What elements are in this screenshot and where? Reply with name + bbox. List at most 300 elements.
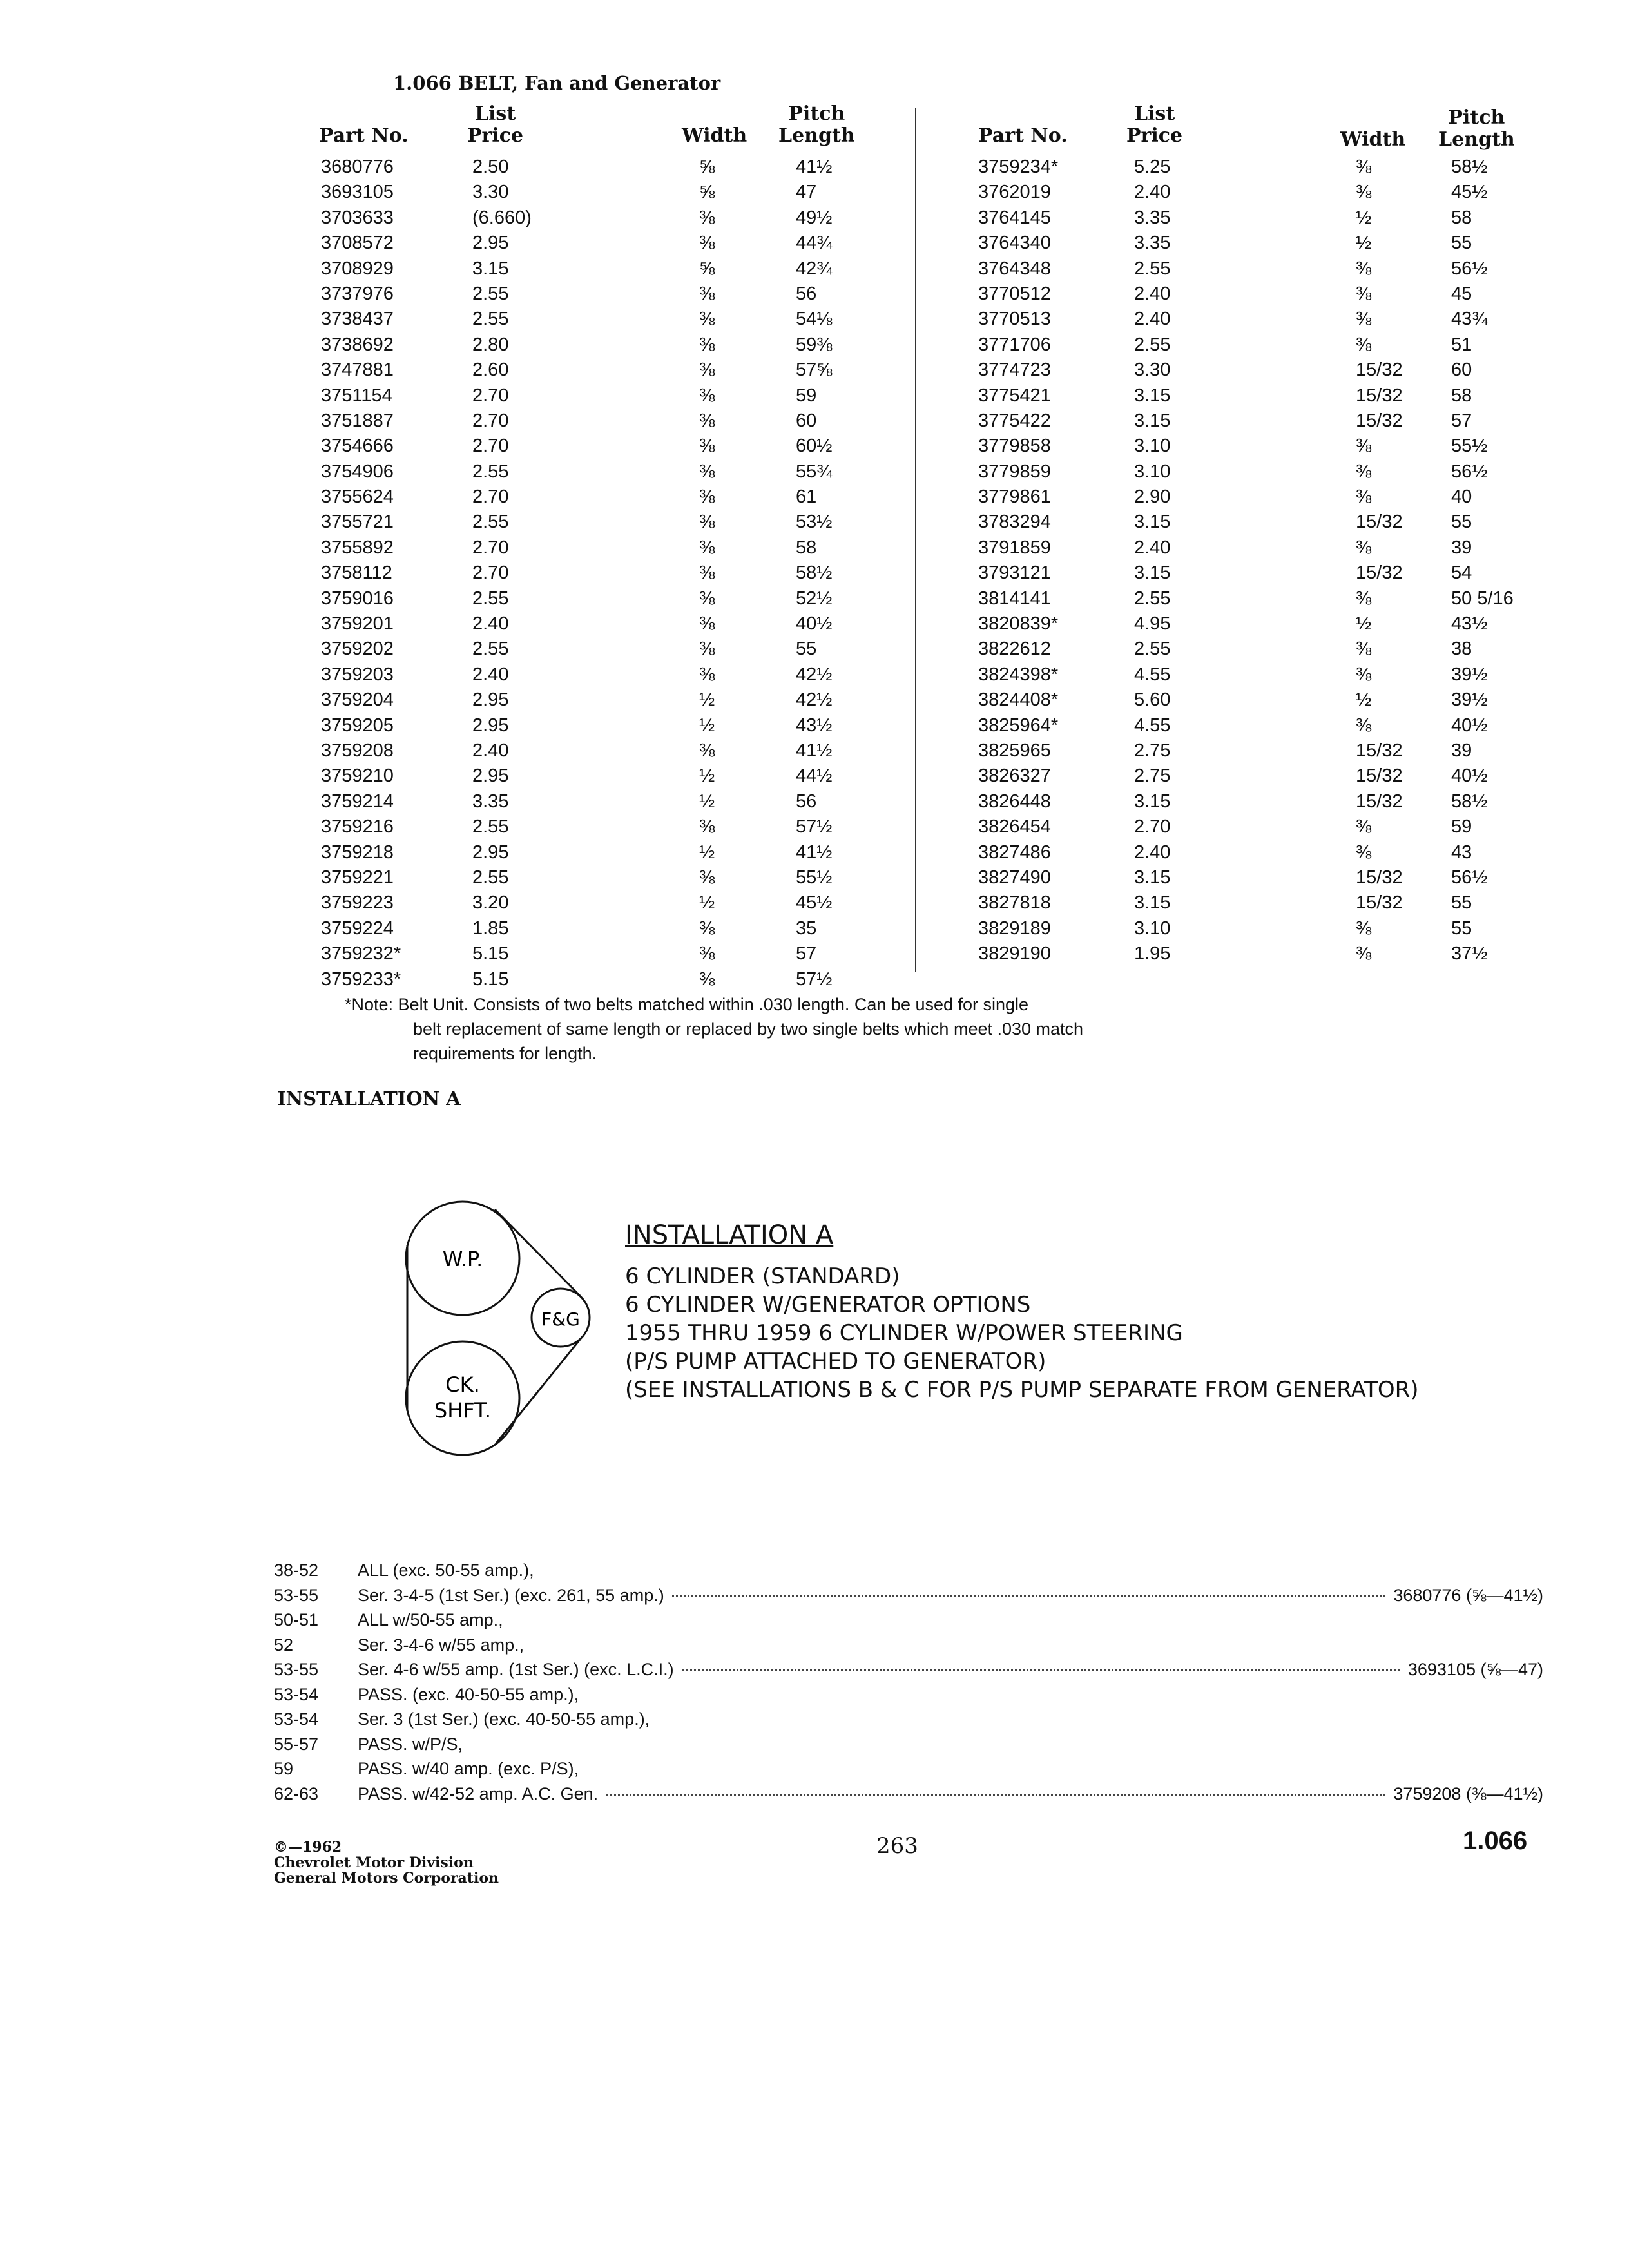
part-number-cell: 3708572	[321, 233, 394, 254]
application-row	[274, 1782, 1543, 1807]
list-price-cell: 2.70	[1134, 816, 1171, 838]
installation-line: (SEE INSTALLATIONS B & C FOR P/S PUMP SEPARATE FROM GENERATOR)	[625, 1377, 1419, 1403]
list-price-cell: 4.55	[1134, 715, 1171, 736]
pitch-length-cell: 52½	[796, 588, 833, 609]
list-price-cell: 2.70	[472, 562, 509, 584]
part-number-cell: 3771706	[978, 334, 1051, 355]
part-number-cell: 3693105	[321, 182, 394, 203]
part-number-cell: 3779858	[978, 436, 1051, 457]
width-cell: ⅝	[699, 258, 715, 279]
installation-title: INSTALLATION A	[625, 1220, 834, 1250]
list-price-cell: 3.15	[1134, 867, 1171, 888]
right-part-column	[978, 155, 1058, 967]
part-number-cell: 3826327	[978, 765, 1051, 787]
pitch-length-cell: 55	[1451, 892, 1472, 914]
belt-unit-note	[345, 992, 1260, 1066]
width-cell: ½	[699, 791, 715, 812]
installation-heading: INSTALLATION A	[277, 1088, 461, 1110]
part-number-cell: 3775421	[978, 385, 1051, 406]
list-price-cell: 2.55	[1134, 334, 1171, 355]
pitch-length-cell: 55	[1451, 512, 1472, 533]
right-pitch-column	[1451, 155, 1514, 967]
installation-line: 1955 THRU 1959 6 CYLINDER W/POWER STEERING	[625, 1320, 1183, 1346]
width-cell: ⅜	[699, 309, 715, 330]
pitch-length-cell: 41½	[796, 841, 833, 863]
part-number-cell: 3737976	[321, 283, 394, 304]
part-number-cell: 3755721	[321, 512, 394, 533]
list-price-cell: 2.70	[472, 486, 509, 508]
part-number-cell: 3755892	[321, 537, 394, 558]
pitch-length-cell: 40½	[1451, 765, 1488, 787]
application-row	[274, 1682, 1543, 1707]
header-pitch-length-right	[1438, 107, 1515, 151]
list-price-cell: 2.40	[1134, 309, 1171, 330]
installation-line: 6 CYLINDER W/GENERATOR OPTIONS	[625, 1292, 1031, 1318]
right-width-column	[1356, 155, 1403, 967]
part-number-cell: 3738692	[321, 334, 394, 355]
list-price-cell: 2.95	[472, 841, 509, 863]
pitch-length-cell: 40½	[796, 613, 833, 635]
application-part-number: 3759208 (⅜—41½)	[1393, 1783, 1543, 1803]
header-price-label: Price	[1126, 124, 1183, 147]
width-cell: ⅜	[1356, 461, 1372, 482]
list-price-cell: 2.40	[1134, 537, 1171, 558]
pitch-length-cell: 39½	[1451, 664, 1488, 685]
width-cell: ⅜	[1356, 309, 1372, 330]
pitch-length-cell: 57½	[796, 968, 833, 990]
list-price-cell: 2.55	[472, 309, 509, 330]
list-price-cell: 2.40	[1134, 841, 1171, 863]
application-years: 55-57	[274, 1734, 319, 1754]
width-cell: ⅜	[699, 639, 715, 660]
list-price-cell: 3.15	[1134, 892, 1171, 914]
part-number-cell: 3708929	[321, 258, 394, 279]
application-row	[274, 1657, 1543, 1682]
part-number-cell: 3759232*	[321, 943, 401, 965]
pitch-length-cell: 43½	[1451, 613, 1488, 635]
part-number-cell: 3680776	[321, 157, 394, 177]
list-price-cell: 2.50	[472, 157, 509, 177]
pitch-length-cell: 42½	[796, 664, 833, 685]
list-price-cell: 2.95	[472, 689, 509, 711]
application-description: Ser. 3 (1st Ser.) (exc. 40-50-55 amp.),	[358, 1709, 650, 1729]
list-price-cell: 3.15	[1134, 562, 1171, 584]
pitch-length-cell: 42½	[796, 689, 833, 711]
width-cell: ⅜	[699, 283, 715, 304]
application-row	[274, 1756, 1543, 1782]
width-cell: ⅜	[699, 360, 715, 381]
list-price-cell: 2.95	[472, 233, 509, 254]
note-line: belt replacement of same length or replaced by two single belts which meet .030 match	[413, 1019, 1084, 1039]
width-cell: ⅜	[1356, 182, 1372, 203]
column-divider	[915, 108, 916, 972]
width-cell: ⅜	[699, 588, 715, 609]
part-number-cell: 3826448	[978, 791, 1051, 812]
application-part-number: 3680776 (⅝—41½)	[1393, 1585, 1543, 1605]
list-price-cell: 3.30	[472, 182, 509, 203]
pitch-length-cell: 59⅜	[796, 334, 833, 355]
pitch-length-cell: 58	[1451, 207, 1472, 228]
list-price-cell: 5.25	[1134, 157, 1171, 177]
part-number-cell: 3759216	[321, 816, 394, 838]
part-number-cell: 3738437	[321, 309, 394, 330]
width-cell: ⅜	[699, 233, 715, 254]
header-width-right: Width	[1340, 128, 1406, 151]
list-price-cell: 2.40	[1134, 182, 1171, 203]
installation-line: 6 CYLINDER (STANDARD)	[625, 1264, 900, 1289]
pulley-label-fg: F&G	[541, 1309, 580, 1330]
width-cell: ½	[699, 689, 715, 711]
list-price-cell: 1.85	[472, 918, 509, 939]
part-number-cell: 3759223	[321, 892, 394, 914]
width-cell: 15/32	[1356, 791, 1403, 812]
header-list-price-right	[1126, 103, 1182, 147]
application-description: PASS. (exc. 40-50-55 amp.),	[358, 1684, 579, 1704]
application-description: PASS. w/40 amp. (exc. P/S),	[358, 1759, 579, 1778]
application-years: 59	[274, 1759, 294, 1778]
application-years: 53-55	[274, 1585, 319, 1605]
part-number-cell: 3764340	[978, 233, 1051, 254]
application-years: 53-54	[274, 1684, 319, 1704]
width-cell: ⅝	[699, 157, 715, 177]
width-cell: ⅜	[1356, 537, 1372, 558]
pitch-length-cell: 55½	[796, 867, 833, 888]
header-list-price	[467, 103, 523, 147]
part-number-cell: 3764348	[978, 258, 1051, 279]
pulley-label-ck: CK.	[445, 1372, 480, 1397]
pitch-length-cell: 60	[796, 410, 817, 431]
list-price-cell: 3.35	[1134, 207, 1171, 228]
dot-leader	[672, 1595, 1386, 1597]
pitch-length-cell: 57⅝	[796, 360, 833, 381]
belt-lower-right	[496, 1340, 580, 1443]
width-cell: 15/32	[1356, 410, 1403, 431]
width-cell: 15/32	[1356, 892, 1403, 914]
section-number: 1.066	[1463, 1827, 1528, 1855]
width-cell: ⅜	[1356, 664, 1372, 685]
part-number-cell: 3824408*	[978, 689, 1059, 711]
header-width: Width	[682, 124, 747, 147]
header-price-label: Price	[467, 124, 524, 147]
part-number-cell: 3825965	[978, 740, 1051, 761]
part-number-cell: 3759016	[321, 588, 394, 609]
header-pitch-label: Pitch	[788, 102, 845, 125]
part-number-cell: 3814141	[978, 588, 1051, 609]
pitch-length-cell: 58½	[1451, 791, 1488, 812]
part-number-cell: 3770512	[978, 283, 1051, 304]
pitch-length-cell: 55¾	[796, 461, 833, 482]
width-cell: ⅜	[699, 613, 715, 635]
part-number-cell: 3759205	[321, 715, 394, 736]
part-number-cell: 3755624	[321, 486, 394, 508]
part-number-cell: 3759214	[321, 791, 394, 812]
part-number-cell: 3751154	[321, 385, 392, 406]
pitch-length-cell: 58½	[1451, 157, 1488, 177]
pitch-length-cell: 59	[796, 385, 817, 406]
application-description: ALL w/50-55 amp.,	[358, 1610, 503, 1629]
pitch-length-cell: 54⅛	[796, 309, 833, 330]
application-years: 50-51	[274, 1610, 319, 1629]
list-price-cell: 2.70	[472, 410, 509, 431]
pitch-length-cell: 57½	[796, 816, 833, 838]
pitch-length-cell: 60	[1451, 360, 1472, 381]
dot-leader	[606, 1794, 1385, 1796]
application-years: 53-54	[274, 1709, 319, 1729]
part-number-cell: 3779859	[978, 461, 1051, 482]
part-number-cell: 3822612	[978, 639, 1051, 660]
pulley-label-wp: W.P.	[442, 1247, 483, 1271]
application-description: ALL (exc. 50-55 amp.),	[358, 1561, 534, 1580]
division-name: Chevrolet Motor Division	[274, 1854, 474, 1871]
width-cell: ⅜	[699, 207, 715, 228]
belt-upper-right	[495, 1209, 580, 1296]
pitch-length-cell: 56½	[1451, 258, 1488, 279]
width-cell: ⅜	[1356, 816, 1372, 838]
list-price-cell: 5.15	[472, 943, 509, 965]
list-price-cell: 2.75	[1134, 740, 1171, 761]
list-price-cell: 2.55	[472, 588, 509, 609]
part-number-cell: 3791859	[978, 537, 1051, 558]
pitch-length-cell: 53½	[796, 512, 833, 533]
pitch-length-cell: 41½	[796, 157, 833, 177]
corporation-name: General Motors Corporation	[274, 1870, 499, 1887]
width-cell: 15/32	[1356, 385, 1403, 406]
part-number-cell: 3826454	[978, 816, 1051, 838]
list-price-cell: 2.40	[472, 664, 509, 685]
part-number-cell: 3759208	[321, 740, 394, 761]
width-cell: 15/32	[1356, 562, 1403, 584]
header-length-label: Length	[1438, 128, 1515, 151]
installation-description	[625, 1221, 1419, 1404]
header-pitch-length	[778, 103, 855, 147]
header-list-label: List	[474, 102, 516, 125]
list-price-cell: 4.55	[1134, 664, 1171, 685]
width-cell: ½	[1356, 689, 1372, 711]
application-years: 62-63	[274, 1783, 319, 1803]
dot-leader	[682, 1669, 1400, 1671]
part-number-cell: 3751887	[321, 410, 394, 431]
pitch-length-cell: 35	[796, 918, 817, 939]
page-number: 263	[876, 1833, 918, 1859]
width-cell: ⅜	[699, 867, 715, 888]
part-number-cell: 3764145	[978, 207, 1051, 228]
list-price-cell: 2.55	[472, 512, 509, 533]
section-title: 1.066 BELT, Fan and Generator	[393, 72, 721, 94]
list-price-cell: 5.15	[472, 968, 509, 990]
note-line: requirements for length.	[413, 1044, 597, 1063]
pitch-length-cell: 39	[1451, 740, 1472, 761]
right-price-column	[1134, 155, 1170, 967]
width-cell: ½	[1356, 207, 1372, 228]
application-row	[274, 1558, 1543, 1583]
width-cell: ⅜	[1356, 486, 1372, 508]
width-cell: ⅜	[699, 410, 715, 431]
width-cell: ⅜	[1356, 334, 1372, 355]
pitch-length-cell: 43½	[796, 715, 833, 736]
width-cell: ⅜	[1356, 283, 1372, 304]
width-cell: 15/32	[1356, 867, 1403, 888]
pitch-length-cell: 59	[1451, 816, 1472, 838]
pitch-length-cell: 54	[1451, 562, 1472, 584]
application-description: Ser. 3-4-5 (1st Ser.) (exc. 261, 55 amp.)	[358, 1585, 664, 1605]
pitch-length-cell: 41½	[796, 740, 833, 761]
part-number-cell: 3827486	[978, 841, 1051, 863]
part-number-cell: 3747881	[321, 360, 394, 381]
width-cell: ⅜	[1356, 436, 1372, 457]
header-part-no: Part No.	[319, 124, 409, 147]
list-price-cell: 3.10	[1134, 918, 1171, 939]
left-part-column	[321, 155, 401, 992]
list-price-cell: 3.15	[1134, 512, 1171, 533]
width-cell: ½	[699, 715, 715, 736]
pitch-length-cell: 39	[1451, 537, 1472, 558]
list-price-cell: 4.95	[1134, 613, 1171, 635]
list-price-cell: 2.70	[472, 436, 509, 457]
list-price-cell: 2.55	[1134, 588, 1171, 609]
width-cell: ⅜	[699, 562, 715, 584]
list-price-cell: 3.15	[1134, 791, 1171, 812]
pitch-length-cell: 42¾	[796, 258, 833, 279]
pitch-length-cell: 61	[796, 486, 817, 508]
list-price-cell: 2.55	[1134, 258, 1171, 279]
pitch-length-cell: 45½	[1451, 182, 1488, 203]
pitch-length-cell: 44½	[796, 765, 833, 787]
part-number-cell: 3759224	[321, 918, 394, 939]
width-cell: 15/32	[1356, 740, 1403, 761]
pitch-length-cell: 58	[1451, 385, 1472, 406]
width-cell: ½	[1356, 233, 1372, 254]
list-price-cell: 3.30	[1134, 360, 1171, 381]
pulley-label-shft: SHFT.	[434, 1398, 492, 1423]
application-part-number: 3693105 (⅝—47)	[1407, 1660, 1543, 1679]
width-cell: ½	[699, 841, 715, 863]
installation-line: (P/S PUMP ATTACHED TO GENERATOR)	[625, 1349, 1046, 1374]
left-price-column	[472, 155, 532, 992]
part-number-cell: 3759201	[321, 613, 394, 635]
pitch-length-cell: 56	[796, 791, 817, 812]
pitch-length-cell: 43	[1451, 841, 1472, 863]
part-number-cell: 3754906	[321, 461, 394, 482]
part-number-cell: 3759204	[321, 689, 394, 711]
width-cell: ⅜	[1356, 639, 1372, 660]
list-price-cell: 2.80	[472, 334, 509, 355]
application-description: Ser. 4-6 w/55 amp. (1st Ser.) (exc. L.C.I.)	[358, 1660, 674, 1679]
application-row	[274, 1608, 1543, 1633]
header-length-label: Length	[778, 124, 855, 147]
width-cell: ⅜	[699, 918, 715, 939]
width-cell: ⅝	[699, 182, 715, 203]
belt-routing-diagram	[387, 1182, 599, 1459]
list-price-cell: 3.15	[1134, 385, 1171, 406]
pitch-length-cell: 50 5/16	[1451, 588, 1514, 609]
part-number-cell: 3774723	[978, 360, 1051, 381]
list-price-cell: 3.15	[1134, 410, 1171, 431]
pitch-length-cell: 44¾	[796, 233, 833, 254]
list-price-cell: 2.75	[1134, 765, 1171, 787]
width-cell: ⅜	[1356, 841, 1372, 863]
width-cell: ⅜	[1356, 918, 1372, 939]
pitch-length-cell: 55	[1451, 918, 1472, 939]
applications-list	[274, 1558, 1543, 1806]
pitch-length-cell: 55	[1451, 233, 1472, 254]
width-cell: ⅜	[1356, 258, 1372, 279]
width-cell: ⅜	[699, 943, 715, 965]
width-cell: ⅜	[699, 436, 715, 457]
part-number-cell: 3703633	[321, 207, 394, 228]
list-price-cell: 3.35	[472, 791, 509, 812]
width-cell: ⅜	[699, 486, 715, 508]
part-number-cell: 3759210	[321, 765, 394, 787]
header-list-label: List	[1133, 102, 1175, 125]
width-cell: ⅜	[699, 334, 715, 355]
list-price-cell: 2.55	[472, 867, 509, 888]
list-price-cell: 2.55	[472, 816, 509, 838]
list-price-cell: 2.70	[472, 385, 509, 406]
pitch-length-cell: 45½	[796, 892, 833, 914]
part-number-cell: 3775422	[978, 410, 1051, 431]
part-number-cell: 3820839*	[978, 613, 1059, 635]
pitch-length-cell: 43¾	[1451, 309, 1488, 330]
application-row	[274, 1633, 1543, 1658]
part-number-cell: 3829190	[978, 943, 1051, 965]
header-pitch-label: Pitch	[1448, 106, 1505, 129]
list-price-cell: 2.55	[472, 283, 509, 304]
copyright: ©—1962	[274, 1839, 342, 1856]
pitch-length-cell: 55½	[1451, 436, 1488, 457]
list-price-cell: 2.40	[472, 613, 509, 635]
width-cell: ⅜	[699, 664, 715, 685]
width-cell: ½	[1356, 613, 1372, 635]
pitch-length-cell: 57	[796, 943, 817, 965]
part-number-cell: 3759203	[321, 664, 394, 685]
width-cell: ⅜	[699, 968, 715, 990]
pitch-length-cell: 37½	[1451, 943, 1488, 965]
application-description: Ser. 3-4-6 w/55 amp.,	[358, 1635, 525, 1655]
pitch-length-cell: 49½	[796, 207, 833, 228]
width-cell: 15/32	[1356, 512, 1403, 533]
part-number-cell: 3779861	[978, 486, 1051, 508]
width-cell: ½	[699, 765, 715, 787]
part-number-cell: 3759218	[321, 841, 394, 863]
list-price-cell: 2.40	[1134, 283, 1171, 304]
list-price-cell: 3.10	[1134, 461, 1171, 482]
width-cell: ⅜	[1356, 588, 1372, 609]
width-cell: 15/32	[1356, 765, 1403, 787]
list-price-cell: 2.60	[472, 360, 509, 381]
list-price-cell: 2.95	[472, 715, 509, 736]
left-pitch-column	[796, 155, 832, 992]
pitch-length-cell: 40½	[1451, 715, 1488, 736]
list-price-cell: 2.55	[472, 461, 509, 482]
pitch-length-cell: 38	[1451, 639, 1472, 660]
list-price-cell: 3.15	[472, 258, 509, 279]
list-price-cell: 5.60	[1134, 689, 1171, 711]
pitch-length-cell: 47	[796, 182, 817, 203]
part-number-cell: 3762019	[978, 182, 1051, 203]
list-price-cell: 2.55	[472, 639, 509, 660]
pitch-length-cell: 56½	[1451, 867, 1488, 888]
application-row	[274, 1583, 1543, 1608]
part-number-cell: 3758112	[321, 562, 392, 584]
application-description: PASS. w/P/S,	[358, 1734, 463, 1754]
part-number-cell: 3770513	[978, 309, 1051, 330]
width-cell: ½	[699, 892, 715, 914]
width-cell: ⅜	[1356, 157, 1372, 177]
part-number-cell: 3827490	[978, 867, 1051, 888]
application-years: 38-52	[274, 1561, 319, 1580]
application-years: 53-55	[274, 1660, 319, 1679]
list-price-cell: 2.55	[1134, 639, 1171, 660]
